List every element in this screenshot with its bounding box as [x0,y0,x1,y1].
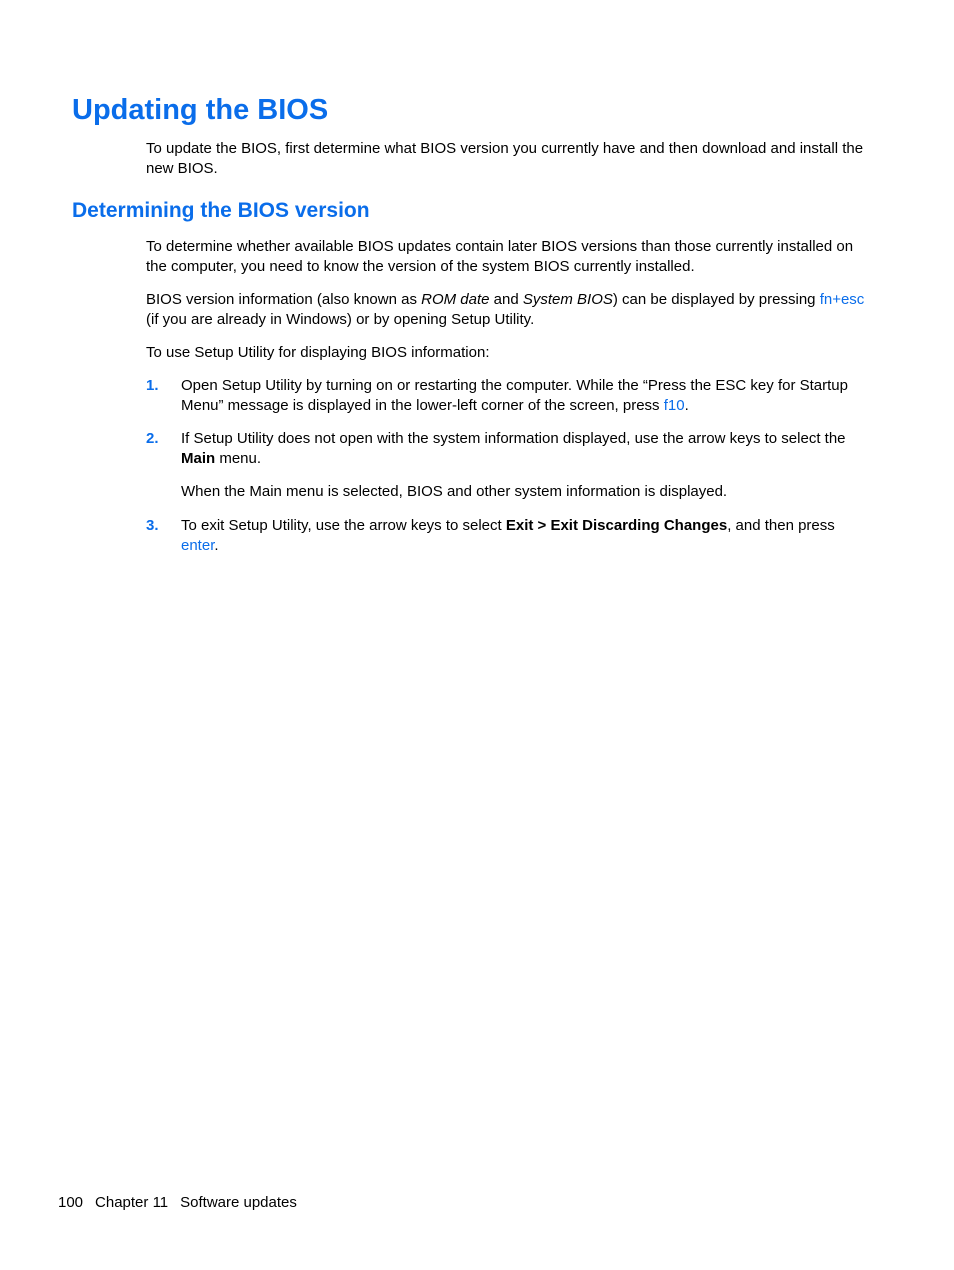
step-3 [146,516,876,555]
p2-text-after: ) can be displayed by pressing [612,291,820,308]
page-number: 100 [58,1194,84,1211]
step-2-text [181,429,876,468]
step-3-number: 3. [146,517,159,534]
system-bios-term: System BIOS [522,291,613,308]
page-footer [58,1193,297,1212]
p2-text-end: (if you are already in Windows) or by opening Setup Utility. [146,310,535,328]
footer-chapter: Chapter 11 [95,1194,169,1211]
rom-date-term: ROM date [421,291,490,308]
p2-text-before: BIOS version information (also known as [146,291,422,308]
step-2-end: menu. [215,449,262,467]
step-2-note: When the Main menu is selected, BIOS and other system information is displayed. [181,483,728,500]
page-title: Updating the BIOS [72,94,329,126]
p2-text-and: and [489,291,523,308]
step-2-number: 2. [146,430,159,447]
footer-chapter-title: Software updates [180,1194,297,1211]
step-1-end: . [684,396,689,414]
step-3-end: . [214,536,219,554]
step-3-body: To exit Setup Utility, use the arrow keys to select [181,517,506,534]
step-1-text [181,376,876,415]
step-1-body: Open Setup Utility by turning on or restarting the computer. While the “Press the ESC key for Startup Menu” message is displayed in the lower-left corner of the screen, press [181,377,848,414]
step-2 [146,429,876,502]
section-paragraph-1: To determine whether available BIOS updates contain later BIOS versions than those currently installed on the computer, you need to know the version of the system BIOS currently installed. [146,238,854,275]
exit-menu-path: Exit > Exit Discarding Changes [505,517,728,534]
section-paragraph-3: To use Setup Utility for displaying BIOS information: [146,344,490,361]
step-3-text [181,516,876,555]
section-paragraph-2 [146,290,876,329]
section-title: Determining the BIOS version [72,199,370,222]
intro-paragraph: To update the BIOS, first determine what BIOS version you currently have and then download and install the new BIOS. [146,140,864,177]
fn-esc-key: fn+esc [819,291,865,308]
step-2-body: If Setup Utility does not open with the system information displayed, use the arrow keys to select the [181,430,846,447]
step-1 [146,376,876,415]
enter-key: enter [181,536,215,554]
main-menu-term: Main [181,449,216,467]
step-3-mid: , and then press [727,517,835,534]
step-1-number: 1. [146,377,159,394]
f10-key: f10 [663,396,685,414]
